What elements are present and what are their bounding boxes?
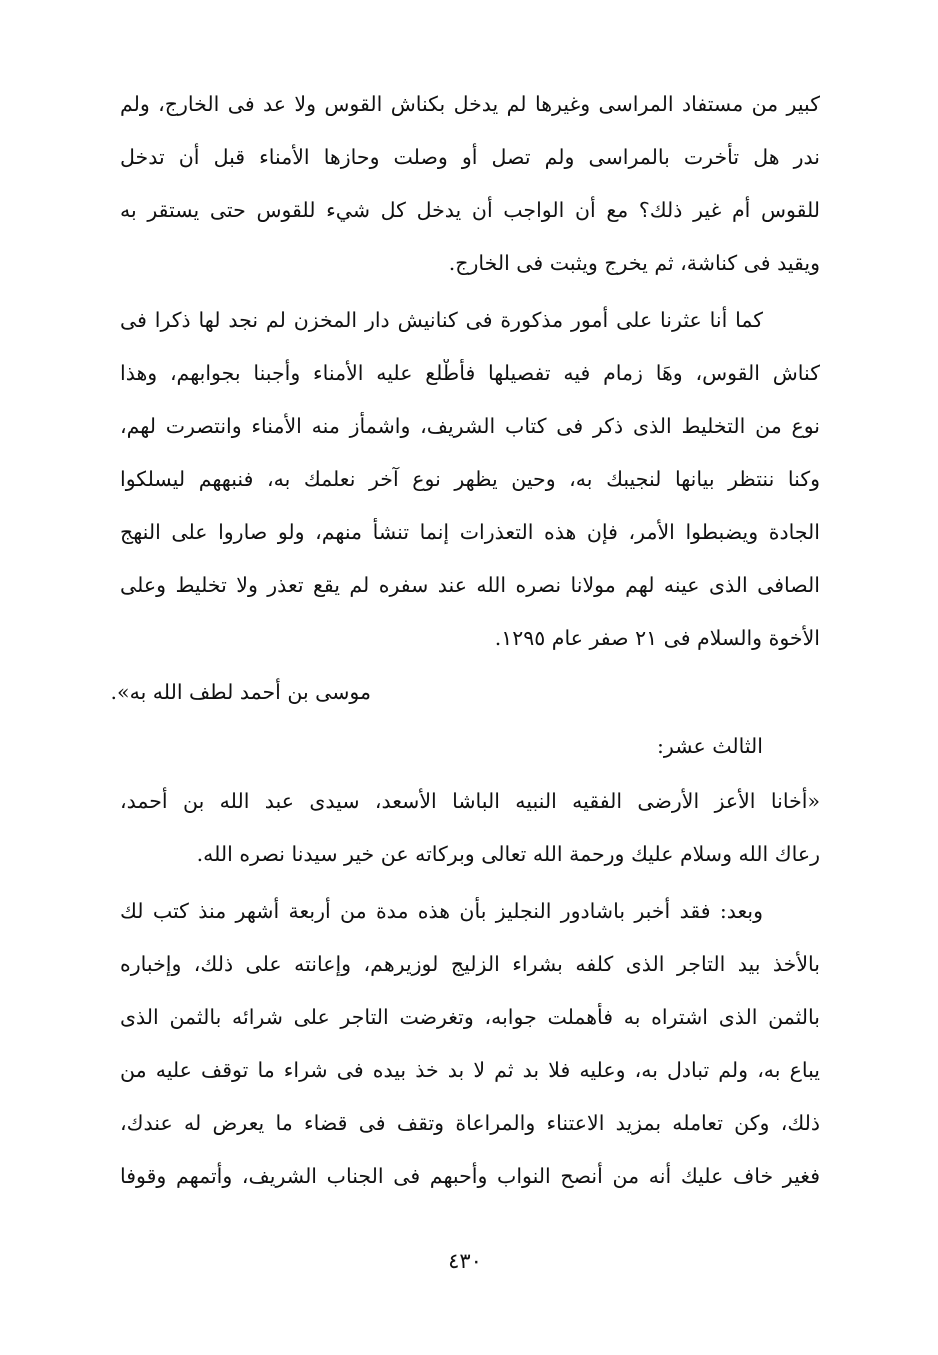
page-number: ٤٣٠ xyxy=(448,1249,482,1273)
paragraph-2-line-5: الجادة ويضبطوا الأمر، فإن هذه التعذرات إنما تنشأ منهم، ولو صاروا على النهج xyxy=(120,520,820,544)
letter-heading: الثالث عشر: xyxy=(656,734,763,758)
letter-paragraph-2-line-4: يباع به، ولم تبادل به، وعليه فلا بد ثم لا بد خذ بيده فى شراء ما توقف عليه من xyxy=(120,1058,820,1082)
paragraph-1-line-3: للقوس أم غير ذلك؟ مع أن الواجب أن يدخل كل شيء للقوس حتى يستقر به xyxy=(120,198,820,222)
paragraph-2-line-7: الأخوة والسلام فى ٢١ صفر عام ١٢٩٥. xyxy=(494,626,820,650)
paragraph-1-line-4: ويقيد فى كناشة، ثم يخرج ويثبت فى الخارج. xyxy=(448,251,820,275)
paragraph-2-line-2: كناش القوس، وهَا زمام فيه تفصيلها فأطْلع عليه الأمناء وأجبنا بجوابهم، وهذا xyxy=(120,361,820,385)
paragraph-2-line-1: كما أنا عثرنا على أمور مذكورة فى كنانيش دار المخزن لم نجد لها ذكرا فى xyxy=(120,308,763,332)
paragraph-2-line-4: وكنا ننتظر بيانها لنجيبك به، وحين يظهر نوع آخر نعلمك به، فنبههم ليسلكوا xyxy=(120,467,820,491)
letter-paragraph-2-line-2: بالأخذ بيد التاجر الذى كلفه بشراء الزليج لوزيرهم، وإعانته على ذلك، وإخباره xyxy=(120,952,820,976)
signature: موسى بن أحمد لطف الله به». xyxy=(110,680,371,704)
letter-paragraph-2-line-3: بالثمن الذى اشتراه به فأهملت جوابه، وتغرضت التاجر على شرائه بالثمن الذى xyxy=(120,1005,820,1029)
letter-paragraph-2-line-5: ذلك، وكن تعامله بمزيد الاعتناء والمراعاة وتقف فى قضاء ما يعرض له عندك، xyxy=(120,1111,820,1135)
paragraph-2-line-6: الصافى الذى عينه لهم مولانا نصره الله عند سفره لم يقع تعذر ولا تخليط وعلى xyxy=(120,573,820,597)
letter-paragraph-1-line-1: «أخانا الأعز الأرضى الفقيه النبيه الباشا الأسعد، سيدى عبد الله بن أحمد، xyxy=(120,789,820,813)
paragraph-1-line-2: ندر هل تأخرت بالمراسى ولم تصل أو وصلت وحازها الأمناء قبل أن تدخل xyxy=(120,145,820,169)
letter-paragraph-2-line-1: وبعد: فقد أخبر باشادور النجليز بأن هذه مدة من أربعة أشهر منذ كتب لك xyxy=(120,899,763,923)
letter-paragraph-2-line-6: فغير خاف عليك أنه من أنصح النواب وأحبهم فى الجناب الشريف، وأتمهم وقوفا xyxy=(120,1164,820,1188)
paragraph-1-line-1: كبير من مستفاد المراسى وغيرها لم يدخل بكناش القوس ولا عد فى الخارج، ولم xyxy=(120,92,820,116)
paragraph-2-line-3: نوع من التخليط الذى ذكر فى كتاب الشريف، واشمأز منه الأمناء وانتصرت لهم، xyxy=(120,414,820,438)
letter-paragraph-1-line-2: رعاك الله وسلام عليك ورحمة الله تعالى وبركاته عن خير سيدنا نصره الله. xyxy=(196,842,820,866)
